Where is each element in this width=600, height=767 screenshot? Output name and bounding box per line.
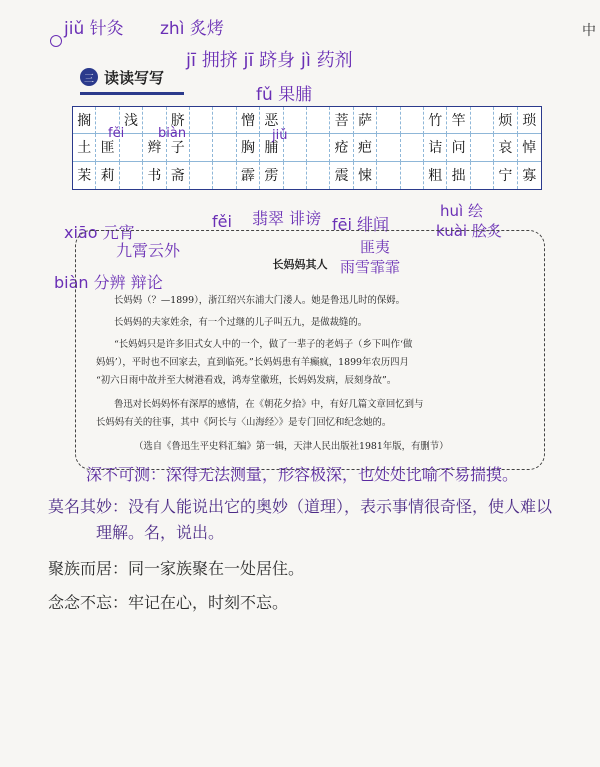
grid-cell	[190, 134, 213, 161]
bullet-circle-mark	[50, 35, 62, 47]
grid-cell: 震	[330, 162, 353, 189]
grid-cell: 菩	[330, 107, 353, 134]
note-line: 理解。名，说出。	[96, 523, 225, 542]
note-fei-wen: fēi 绯闻	[332, 215, 390, 234]
grid-cell: 子	[167, 134, 190, 161]
grid-cell	[190, 107, 213, 134]
grid-cell	[307, 107, 330, 134]
note-jiu: jiǔ 针灸	[64, 19, 124, 39]
grid-note-fei: fěi	[108, 126, 125, 141]
grid-cell: 土	[73, 134, 96, 161]
note-xiao: xiāo 元宵	[64, 223, 135, 242]
grid-cell: 憎	[237, 107, 260, 134]
grid-cell	[377, 162, 400, 189]
grid-cell	[307, 134, 330, 161]
textbox-paragraph: 妈妈’），平时也不回家去，直到临死。”长妈妈患有羊癫疯，1899年农历四月	[96, 357, 409, 368]
grid-cell: 疮	[330, 134, 353, 161]
textbox-paragraph: 长妈妈有关的往事，其中《阿长与〈山海经〉》是专门回忆和纪念她的。	[96, 417, 392, 428]
grid-cell: 匪	[96, 134, 119, 161]
grid-cell: 浅	[120, 107, 143, 134]
grid-cell: 宁	[494, 162, 517, 189]
note-zhi: zhì 炙烤	[160, 19, 224, 39]
grid-cell: 搁	[73, 107, 96, 134]
note-jiuxiao: 九霄云外	[116, 241, 181, 260]
grid-cell: 胸	[237, 134, 260, 161]
textbox-paragraph: 长妈妈的夫家姓余，有一个过继的儿子叫五九，是做裁缝的。	[114, 317, 368, 328]
grid-cell: 诘	[424, 134, 447, 161]
grid-cell	[307, 162, 330, 189]
grid-cell	[471, 107, 494, 134]
grid-cell	[213, 162, 236, 189]
grid-cell: 烦	[494, 107, 517, 134]
section-title: 读读写写	[104, 69, 165, 87]
section-underline	[80, 92, 184, 95]
note-line: 莫名其妙：没有人能说出它的奥妙（道理），表示事情很奇怪，使人难以	[48, 497, 553, 516]
grid-note-jiu: jiǔ	[272, 128, 288, 143]
grid-cell	[401, 134, 424, 161]
grid-note-bian: biàn	[158, 126, 187, 141]
note-line: 深不可测：深得无法测量，形容极深，也处处比喻不易揣摸。	[86, 465, 519, 484]
section-number-badge: 三	[80, 68, 98, 86]
note-line: 念念不忘：牢记在心，时刻不忘。	[48, 593, 289, 612]
grid-cell: 霹	[237, 162, 260, 189]
textbox-source: （选自《鲁迅生平史料汇编》第一辑，天津人民出版社1981年版，有删节）	[134, 441, 449, 452]
grid-cell: 疤	[354, 134, 377, 161]
grid-cell: 书	[143, 162, 166, 189]
grid-cell: 琐	[518, 107, 541, 134]
grid-cell	[471, 162, 494, 189]
grid-cell	[471, 134, 494, 161]
grid-cell	[213, 107, 236, 134]
grid-cell	[377, 107, 400, 134]
grid-cell: 寡	[522, 168, 537, 185]
note-feifu: 匪夷	[360, 238, 391, 256]
note-ji: jī 拥挤 jī 跻身 jì 药剂	[186, 50, 353, 71]
vocabulary-grid	[72, 106, 542, 190]
grid-cell: 脯	[260, 134, 283, 161]
grid-cell: 拙	[447, 162, 470, 189]
grid-cell: 斋	[167, 162, 190, 189]
note-fei-pinyin: fěi	[212, 212, 232, 231]
grid-cell	[401, 162, 424, 189]
note-bian: biàn 分辨 辩论	[54, 273, 163, 292]
note-hui: huì 绘	[440, 202, 483, 220]
note-line: 聚族而居：同一家族聚在一处居住。	[48, 559, 305, 578]
note-feifei: 雨雪霏霏	[340, 258, 401, 276]
grid-cell: 萨	[354, 107, 377, 134]
textbox-paragraph: 鲁迅对长妈妈怀有深厚的感情，在《朝花夕拾》中，有好几篇文章回忆到与	[114, 399, 424, 410]
grid-cell: 悼	[518, 134, 541, 161]
grid-cell	[190, 162, 213, 189]
textbox-paragraph: “长妈妈只是许多旧式女人中的一个，做了一辈子的老妈子（乡下叫作‘做	[114, 339, 413, 350]
grid-cell: 哀	[494, 134, 517, 161]
grid-cell: 雳	[260, 162, 283, 189]
grid-cell: 茉	[73, 162, 96, 189]
grid-cell	[284, 162, 307, 189]
grid-cell	[213, 134, 236, 161]
grid-cell: 莉	[96, 162, 119, 189]
grid-cell	[120, 162, 143, 189]
grid-cell: 脐	[167, 107, 190, 134]
textbox-paragraph: “初六日雨中故并至大树港看戏，鸿寿堂徽班，长妈妈发病，辰刻身故”。	[96, 375, 397, 386]
note-fu: fǔ 果脯	[256, 85, 313, 105]
grid-cell: 恶	[260, 107, 283, 134]
margin-char: 中	[582, 23, 596, 39]
textbox-title: 长妈妈其人	[272, 258, 328, 271]
grid-cell: 粗	[424, 162, 447, 189]
grid-cell: 辫	[143, 134, 166, 161]
grid-cell	[401, 107, 424, 134]
textbox-paragraph: 长妈妈（？—1899），浙江绍兴东浦大门溇人。她是鲁迅儿时的保姆。	[114, 295, 406, 306]
note-kuai: kuài 脍炙	[436, 222, 502, 240]
note-fei-words: 翡翠 诽谤	[252, 209, 322, 228]
grid-cell	[377, 134, 400, 161]
grid-cell: 问	[447, 134, 470, 161]
grid-cell: 竹	[424, 107, 447, 134]
grid-cell: 悚	[354, 162, 377, 189]
grid-cell: 竿	[447, 107, 470, 134]
